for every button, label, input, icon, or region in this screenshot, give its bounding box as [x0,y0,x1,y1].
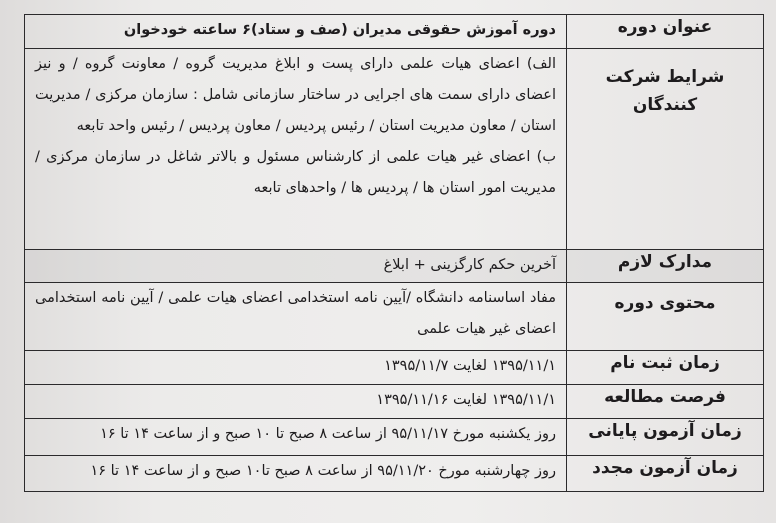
row-final-exam [25,419,764,456]
conditions-staff-paragraph: ب) اعضای غیر هیات علمی از کارشناس مسئول و بالاتر شاغل در سازمان مرکزی / مدیریت امور استان ها / پردیس ها / واحدهای تابعه [35,149,556,196]
retake-exam-label: زمان آزمون مجدد [567,456,764,492]
retake-exam-value: روز چهارشنبه مورخ ۹۵/۱۱/۲۰ از ساعت ۸ صبح تا۱۰ صبح و از ساعت ۱۴ تا ۱۶ [25,456,567,492]
row-required-documents [25,250,764,283]
row-retake-exam [25,456,764,492]
study-period-label: فرصت مطالعه [567,385,764,419]
course-title-label: عنوان دوره [567,15,764,49]
row-registration-time [25,351,764,385]
registration-time-label: زمان ثبت نام [567,351,764,385]
row-course-title [25,15,764,49]
course-title-value: دوره آموزش حقوقی مدیران (صف و ستاد)۶ ساعته خودخوان [25,15,567,49]
course-info-table [24,14,764,492]
course-content-label: محتوی دوره [567,283,764,351]
row-participant-conditions [25,49,764,250]
course-content-value: مفاد اساسنامه دانشگاه /آیین نامه استخدامی اعضای هیات علمی / آیین نامه استخدامی اعضای غیر هیات علمی [25,283,567,351]
final-exam-value: روز یکشنبه مورخ ۹۵/۱۱/۱۷ از ساعت ۸ صبح تا ۱۰ صبح و از ساعت ۱۴ تا ۱۶ [25,419,567,456]
row-course-content [25,283,764,351]
study-period-value: ۱۳۹۵/۱۱/۱ لغایت ۱۳۹۵/۱۱/۱۶ [25,385,567,419]
participant-conditions-label: شرایط شرکت کنندگان [567,49,764,250]
required-documents-label: مدارک لازم [567,250,764,283]
registration-time-value: ۱۳۹۵/۱۱/۱ لغایت ۱۳۹۵/۱۱/۷ [25,351,567,385]
conditions-faculty-paragraph: الف) اعضای هیات علمی دارای پست و ابلاغ مدیریت گروه / معاونت گروه / و نیز اعضای دارای سمت های اجرایی در ساختار سازمانی شامل : سازمان مرکزی / مدیریت استان / معاون مدیریت استان / رئیس پردیس / معاون پردیس / رئیس واحد تابعه [35,56,556,134]
required-documents-value: آخرین حکم کارگزینی + ابلاغ [25,250,567,283]
final-exam-label: زمان آزمون پایانی [567,419,764,456]
row-study-period [25,385,764,419]
participant-conditions-value [25,49,567,250]
